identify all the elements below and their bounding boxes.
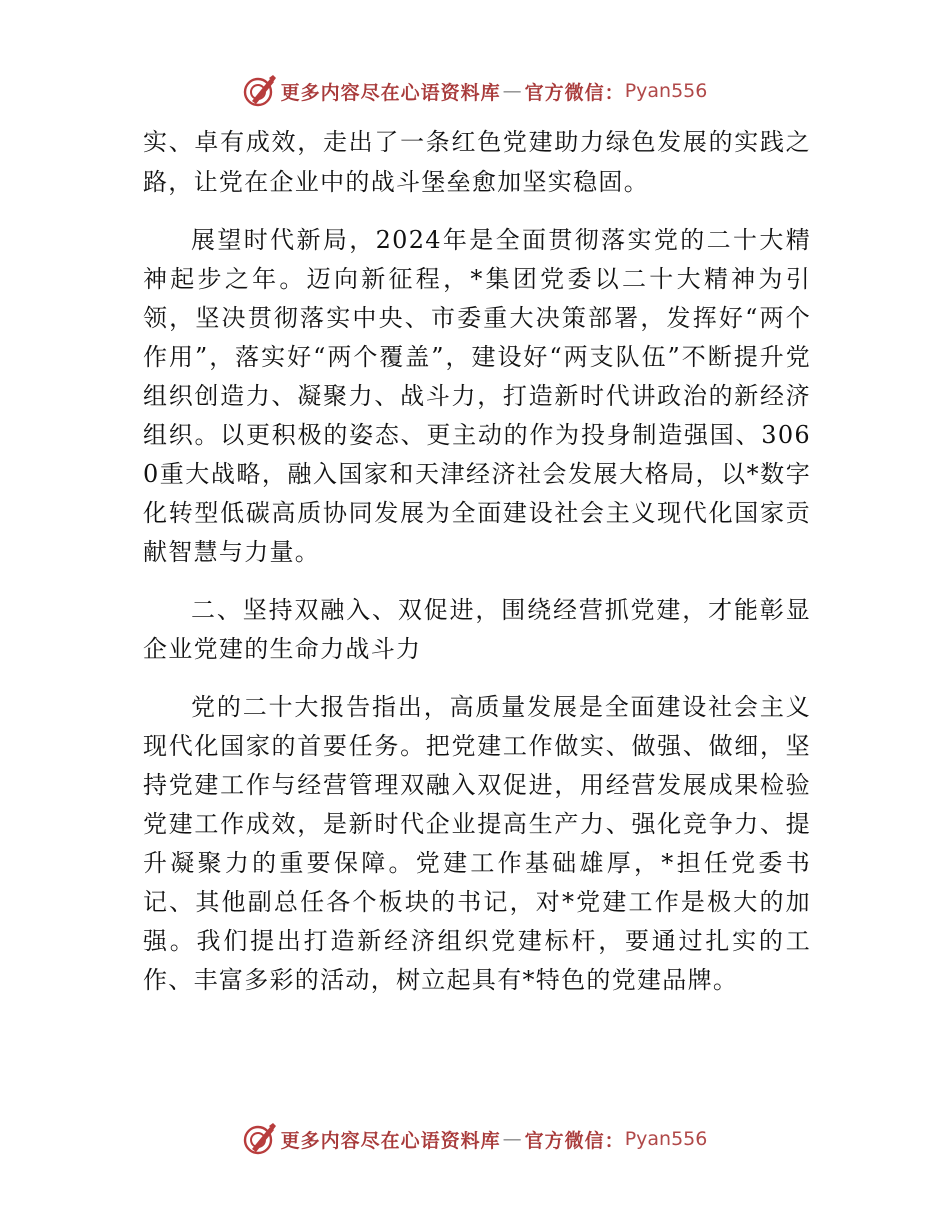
watermark-header [0, 71, 950, 111]
watermark-dash: — [502, 1128, 523, 1150]
paragraph-3: 党的二十大报告指出，高质量发展是全面建设社会主义现代化国家的首要任务。把党建工作做实、做强、做细，坚持党建工作与经营管理双融入双促进，用经营发展成果检验党建工作成效，是新时代企业提高生产力、强化竞争力、提升凝聚力的重要保障。党建工作基础雄厚，*担任党委书记、其他副总任各个板块的书记，对*党建工作是极大的加强。我们提出打造新经济组织党建标杆，要通过扎实的工作、丰富多彩的活动，树立起具有*特色的党建品牌。 [143, 693, 811, 994]
watermark-wechat-label: 官方微信： [524, 1129, 625, 1152]
watermark-wechat-id: Pyan556 [624, 80, 708, 102]
section-heading: 二、坚持双融入、双促进，围绕经营抓党建，才能彰显企业党建的生命力战斗力 [143, 596, 811, 663]
watermark-wechat-id: Pyan556 [624, 1128, 708, 1150]
document-body [143, 122, 811, 1000]
watermark-wechat-label: 官方微信： [524, 81, 625, 104]
watermark-dash: — [502, 80, 523, 102]
pen-logo-icon [243, 74, 277, 108]
watermark-text: 更多内容尽在心语资料库 [280, 81, 501, 104]
paragraph-1: 实、卓有成效，走出了一条红色党建助力绿色发展的实践之路，让党在企业中的战斗堡垒愈加坚实稳固。 [143, 128, 811, 196]
paragraph-2: 展望时代新局，2024年是全面贯彻落实党的二十大精神起步之年。迈向新征程，*集团党委以二十大精神为引领，坚决贯彻落实中央、市委重大决策部署，发挥好“两个作用”，落实好“两个覆盖”，建设好“两支队伍”不断提升党组织创造力、凝聚力、战斗力，打造新时代讲政治的新经济组织。以更积极的姿态、更主动的作为投身制造强国、3060重大战略，融入国家和天津经济社会发展大格局，以*数字化转型低碳高质协同发展为全面建设社会主义现代化国家贡献智慧与力量。 [143, 226, 811, 566]
watermark-text: 更多内容尽在心语资料库 [280, 1129, 501, 1152]
pen-logo-icon [243, 1122, 277, 1156]
watermark-footer [0, 1119, 950, 1159]
